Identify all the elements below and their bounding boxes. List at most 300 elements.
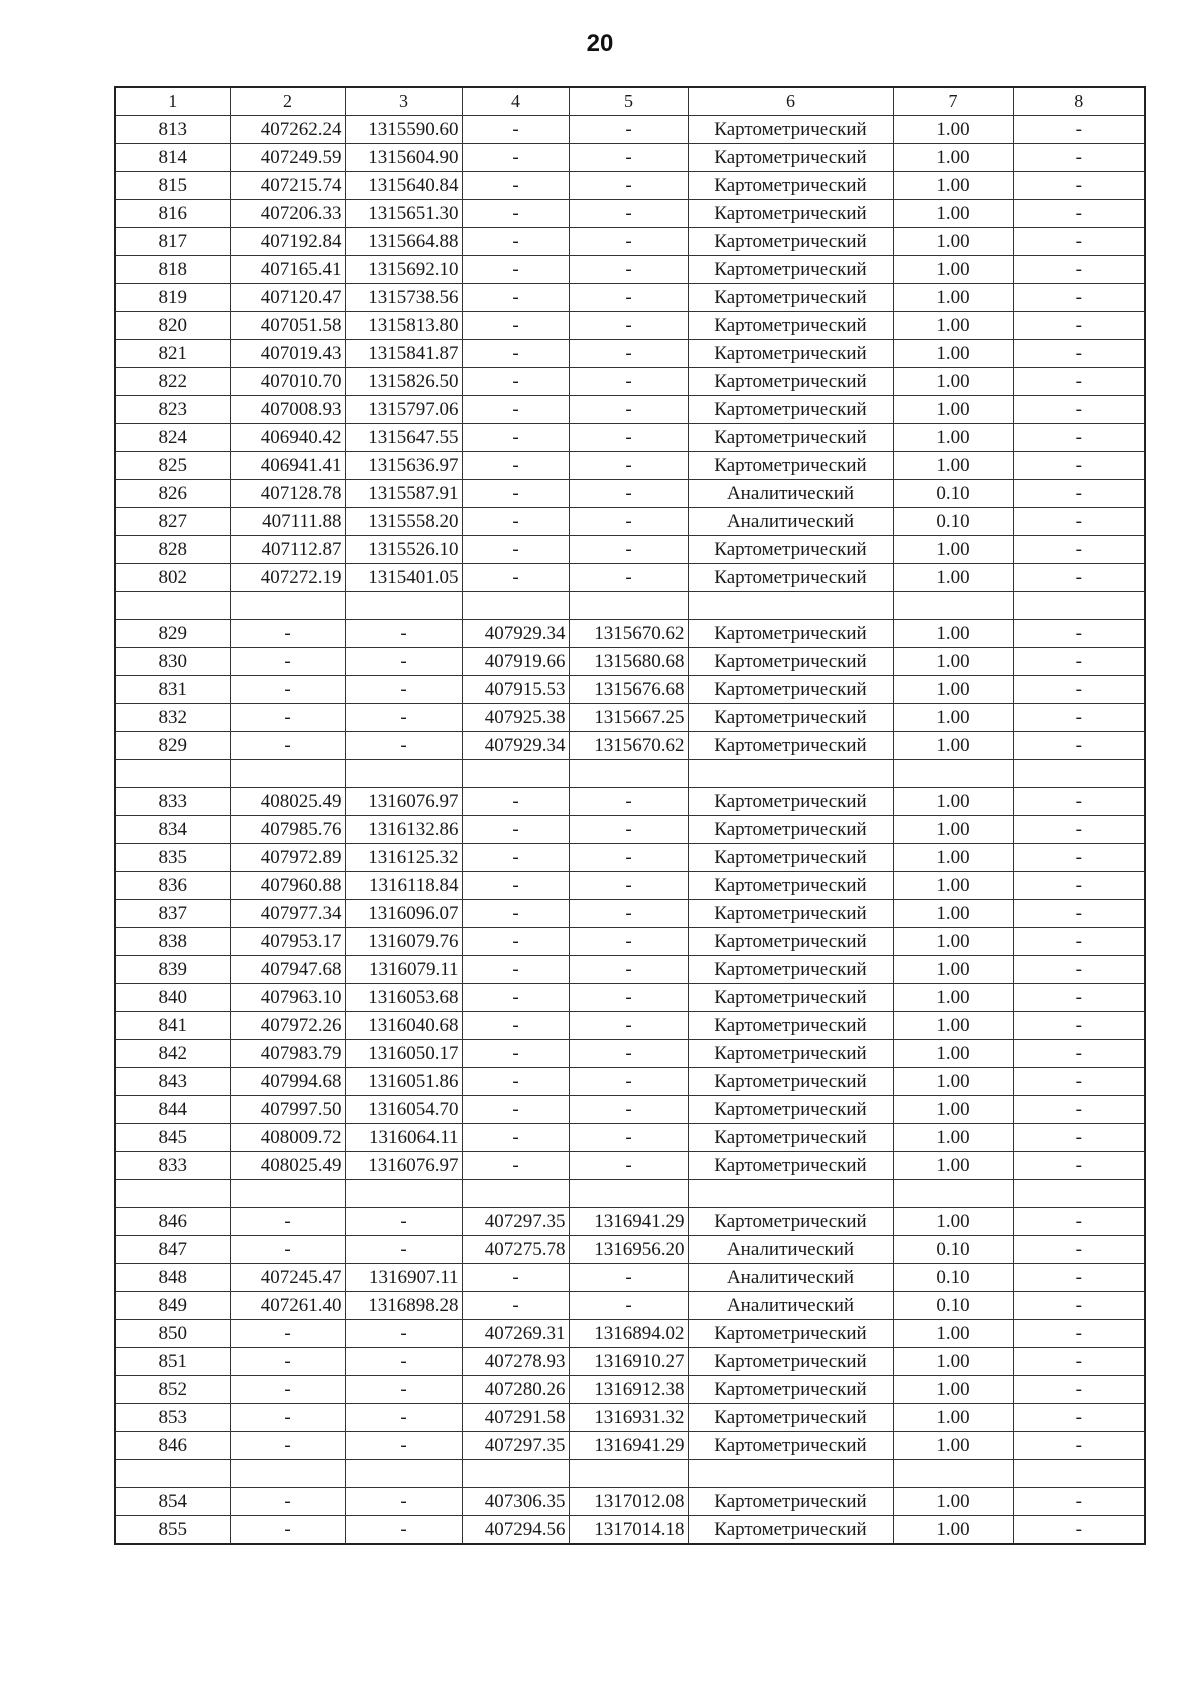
cell-note: - [1013,620,1145,648]
cell-method: Картометрический [688,1488,893,1516]
cell-accuracy: 1.00 [893,1320,1013,1348]
cell-y-new: - [569,1068,688,1096]
cell-point-number: 845 [115,1124,230,1152]
cell-x-new: - [462,396,569,424]
table-row [115,1236,1145,1264]
cell-x-existing: 407112.87 [230,536,345,564]
cell-point-number: 829 [115,732,230,760]
table-row [115,704,1145,732]
cell-method: Картометрический [688,1208,893,1236]
cell-note: - [1013,1516,1145,1545]
table-row [115,536,1145,564]
table-row [115,788,1145,816]
cell-y-new: - [569,872,688,900]
cell-note: - [1013,1208,1145,1236]
cell-y-new: 1316941.29 [569,1432,688,1460]
cell-y-existing: 1315558.20 [345,508,462,536]
column-header: 6 [688,87,893,116]
cell-y-new: - [569,312,688,340]
table-row [115,1348,1145,1376]
cell-method: Картометрический [688,1068,893,1096]
table-row [115,1264,1145,1292]
cell-note: - [1013,1236,1145,1264]
table-row [115,1124,1145,1152]
cell-point-number: 816 [115,200,230,228]
cell-point-number: 833 [115,788,230,816]
cell-point-number: 825 [115,452,230,480]
cell-x-new: 407294.56 [462,1516,569,1545]
cell-y-existing: 1315797.06 [345,396,462,424]
cell-point-number: 849 [115,1292,230,1320]
cell-y-new: - [569,956,688,984]
cell-point-number: 814 [115,144,230,172]
cell-y-new: - [569,928,688,956]
cell-method: Картометрический [688,200,893,228]
cell-y-existing: 1315651.30 [345,200,462,228]
cell-method: Аналитический [688,1264,893,1292]
cell-y-new: 1315680.68 [569,648,688,676]
cell-y-existing: - [345,676,462,704]
cell-method: Картометрический [688,816,893,844]
cell-y-new: 1315676.68 [569,676,688,704]
cell-method [688,1180,893,1208]
cell-x-existing: - [230,1320,345,1348]
cell-x-existing: 407008.93 [230,396,345,424]
cell-method: Картометрический [688,172,893,200]
cell-method: Картометрический [688,984,893,1012]
cell-note: - [1013,928,1145,956]
cell-point-number: 836 [115,872,230,900]
cell-accuracy: 1.00 [893,1096,1013,1124]
cell-note: - [1013,116,1145,144]
cell-y-new: - [569,368,688,396]
cell-x-new: - [462,984,569,1012]
cell-method: Картометрический [688,676,893,704]
cell-accuracy [893,1180,1013,1208]
cell-x-new: - [462,200,569,228]
cell-method: Аналитический [688,1236,893,1264]
cell-accuracy: 0.10 [893,480,1013,508]
cell-x-new: - [462,452,569,480]
cell-method: Картометрический [688,452,893,480]
cell-method: Картометрический [688,340,893,368]
cell-y-existing: 1315590.60 [345,116,462,144]
cell-accuracy: 1.00 [893,1124,1013,1152]
cell-accuracy: 1.00 [893,1516,1013,1545]
cell-note: - [1013,704,1145,732]
cell-y-new [569,1180,688,1208]
cell-point-number: 846 [115,1432,230,1460]
column-header: 7 [893,87,1013,116]
cell-y-new: - [569,340,688,368]
cell-note [1013,1180,1145,1208]
table-row [115,228,1145,256]
separator-row [115,592,1145,620]
cell-note: - [1013,312,1145,340]
table-row [115,340,1145,368]
cell-y-new: - [569,424,688,452]
cell-method [688,1460,893,1488]
cell-accuracy: 1.00 [893,872,1013,900]
cell-point-number: 833 [115,1152,230,1180]
cell-x-existing: 407960.88 [230,872,345,900]
cell-accuracy: 1.00 [893,732,1013,760]
cell-note: - [1013,564,1145,592]
cell-note [1013,760,1145,788]
cell-x-existing: - [230,1376,345,1404]
cell-y-existing [345,1180,462,1208]
cell-method: Аналитический [688,1292,893,1320]
cell-accuracy: 1.00 [893,620,1013,648]
cell-note: - [1013,536,1145,564]
cell-y-existing: - [345,1516,462,1545]
cell-point-number: 821 [115,340,230,368]
cell-method: Картометрический [688,564,893,592]
cell-x-existing: 408025.49 [230,1152,345,1180]
cell-x-existing: - [230,648,345,676]
cell-point-number: 817 [115,228,230,256]
cell-note: - [1013,676,1145,704]
cell-method: Картометрический [688,1516,893,1545]
table-row [115,648,1145,676]
cell-point-number: 802 [115,564,230,592]
cell-point-number: 826 [115,480,230,508]
cell-point-number: 832 [115,704,230,732]
table-row [115,900,1145,928]
cell-y-new: - [569,984,688,1012]
cell-note [1013,592,1145,620]
cell-y-new: 1316941.29 [569,1208,688,1236]
cell-x-new: - [462,368,569,396]
cell-note: - [1013,1040,1145,1068]
cell-accuracy: 1.00 [893,564,1013,592]
cell-y-existing: - [345,732,462,760]
cell-point-number: 837 [115,900,230,928]
cell-x-new: - [462,1264,569,1292]
cell-x-existing [230,1180,345,1208]
cell-y-existing: 1316040.68 [345,1012,462,1040]
cell-accuracy: 1.00 [893,928,1013,956]
cell-x-existing: 407111.88 [230,508,345,536]
cell-method [688,760,893,788]
cell-y-new: - [569,816,688,844]
table-row [115,144,1145,172]
cell-method: Картометрический [688,900,893,928]
cell-accuracy: 1.00 [893,676,1013,704]
header-row [115,87,1145,116]
table-row [115,1516,1145,1545]
cell-method: Картометрический [688,1012,893,1040]
cell-method: Картометрический [688,1404,893,1432]
cell-point-number: 851 [115,1348,230,1376]
table-row [115,200,1145,228]
cell-y-new: 1316931.32 [569,1404,688,1432]
cell-x-new: 407306.35 [462,1488,569,1516]
cell-accuracy [893,1460,1013,1488]
cell-x-existing: 407953.17 [230,928,345,956]
cell-x-new: 407919.66 [462,648,569,676]
cell-accuracy: 1.00 [893,116,1013,144]
cell-note: - [1013,1264,1145,1292]
cell-method: Картометрический [688,312,893,340]
table-row [115,1208,1145,1236]
cell-y-existing: - [345,1432,462,1460]
coordinates-table [114,86,1146,1545]
cell-note: - [1013,1096,1145,1124]
cell-y-existing: 1316118.84 [345,872,462,900]
cell-x-new: 407915.53 [462,676,569,704]
cell-point-number: 830 [115,648,230,676]
cell-point-number: 853 [115,1404,230,1432]
cell-note: - [1013,1432,1145,1460]
cell-y-existing: - [345,1488,462,1516]
cell-accuracy: 1.00 [893,816,1013,844]
table-row [115,1320,1145,1348]
cell-y-new: - [569,452,688,480]
cell-x-existing: 407165.41 [230,256,345,284]
cell-point-number: 855 [115,1516,230,1545]
cell-y-new: - [569,172,688,200]
cell-x-new: - [462,256,569,284]
cell-accuracy: 1.00 [893,1040,1013,1068]
cell-y-new: - [569,144,688,172]
table-row [115,1488,1145,1516]
cell-accuracy: 0.10 [893,1236,1013,1264]
cell-note: - [1013,340,1145,368]
table-row [115,480,1145,508]
cell-x-new: - [462,284,569,312]
cell-point-number: 841 [115,1012,230,1040]
cell-accuracy: 1.00 [893,228,1013,256]
cell-x-new: - [462,1152,569,1180]
cell-y-existing: 1316054.70 [345,1096,462,1124]
cell-x-new: 407280.26 [462,1376,569,1404]
cell-accuracy: 1.00 [893,172,1013,200]
cell-y-existing: 1316076.97 [345,788,462,816]
cell-x-existing: 407977.34 [230,900,345,928]
cell-accuracy: 1.00 [893,1208,1013,1236]
cell-note: - [1013,480,1145,508]
cell-method: Картометрический [688,1348,893,1376]
cell-note: - [1013,900,1145,928]
cell-point-number: 815 [115,172,230,200]
cell-x-existing: 407206.33 [230,200,345,228]
column-header: 1 [115,87,230,116]
cell-x-existing: - [230,732,345,760]
cell-y-existing: 1315636.97 [345,452,462,480]
table-row [115,1292,1145,1320]
cell-method: Картометрический [688,1376,893,1404]
cell-x-new: 407925.38 [462,704,569,732]
cell-accuracy: 0.10 [893,1264,1013,1292]
cell-y-new: - [569,508,688,536]
cell-note: - [1013,1488,1145,1516]
cell-method: Картометрический [688,844,893,872]
cell-x-new: - [462,872,569,900]
cell-method: Картометрический [688,116,893,144]
cell-accuracy: 1.00 [893,340,1013,368]
cell-x-new: - [462,1068,569,1096]
cell-note: - [1013,200,1145,228]
cell-y-existing: 1315826.50 [345,368,462,396]
cell-note: - [1013,452,1145,480]
cell-y-existing: 1315841.87 [345,340,462,368]
cell-y-existing: 1316051.86 [345,1068,462,1096]
table-row [115,620,1145,648]
cell-x-existing: 408009.72 [230,1124,345,1152]
cell-y-new: 1317012.08 [569,1488,688,1516]
cell-y-existing: 1316907.11 [345,1264,462,1292]
cell-method: Аналитический [688,508,893,536]
cell-y-existing: - [345,1208,462,1236]
cell-y-existing: 1315604.90 [345,144,462,172]
cell-method: Картометрический [688,1432,893,1460]
cell-x-existing: 407128.78 [230,480,345,508]
cell-y-new: 1316912.38 [569,1376,688,1404]
cell-y-existing: 1315813.80 [345,312,462,340]
cell-method: Картометрический [688,1320,893,1348]
cell-x-existing: - [230,620,345,648]
cell-method: Картометрический [688,928,893,956]
cell-point-number [115,592,230,620]
cell-method: Картометрический [688,228,893,256]
cell-x-new [462,1460,569,1488]
cell-y-existing: 1316079.76 [345,928,462,956]
cell-y-existing: 1315401.05 [345,564,462,592]
cell-method: Картометрический [688,256,893,284]
cell-accuracy: 1.00 [893,1404,1013,1432]
cell-point-number: 823 [115,396,230,424]
cell-y-existing: 1316079.11 [345,956,462,984]
cell-note: - [1013,984,1145,1012]
cell-y-existing: 1316064.11 [345,1124,462,1152]
cell-x-new: 407297.35 [462,1208,569,1236]
cell-note: - [1013,228,1145,256]
cell-y-new: - [569,788,688,816]
cell-x-existing: - [230,1432,345,1460]
cell-note: - [1013,732,1145,760]
cell-y-new: - [569,564,688,592]
table-row [115,284,1145,312]
cell-accuracy: 1.00 [893,1348,1013,1376]
cell-accuracy: 0.10 [893,1292,1013,1320]
cell-point-number: 843 [115,1068,230,1096]
cell-accuracy: 1.00 [893,536,1013,564]
cell-method: Картометрический [688,872,893,900]
table-row [115,452,1145,480]
cell-method: Картометрический [688,1124,893,1152]
cell-note: - [1013,648,1145,676]
cell-accuracy: 1.00 [893,1376,1013,1404]
cell-x-existing: 407120.47 [230,284,345,312]
cell-note: - [1013,1152,1145,1180]
table-row [115,508,1145,536]
cell-x-existing [230,760,345,788]
cell-y-existing: 1316053.68 [345,984,462,1012]
cell-y-new: - [569,1152,688,1180]
cell-x-existing: 407972.89 [230,844,345,872]
cell-y-new: - [569,284,688,312]
table-row [115,396,1145,424]
cell-y-existing: - [345,1376,462,1404]
cell-x-new: - [462,340,569,368]
cell-x-new: - [462,508,569,536]
cell-x-new: - [462,116,569,144]
cell-accuracy: 0.10 [893,508,1013,536]
cell-note: - [1013,1376,1145,1404]
cell-accuracy: 1.00 [893,788,1013,816]
table-row [115,424,1145,452]
cell-x-new: - [462,956,569,984]
cell-note: - [1013,1404,1145,1432]
cell-accuracy: 1.00 [893,1488,1013,1516]
table-row [115,1012,1145,1040]
table-row [115,1152,1145,1180]
cell-x-existing: 407019.43 [230,340,345,368]
cell-note: - [1013,508,1145,536]
cell-point-number: 835 [115,844,230,872]
cell-point-number: 819 [115,284,230,312]
cell-y-existing: 1316125.32 [345,844,462,872]
cell-x-existing: 407051.58 [230,312,345,340]
cell-note [1013,1460,1145,1488]
cell-y-new [569,592,688,620]
cell-y-existing: 1316076.97 [345,1152,462,1180]
cell-note: - [1013,816,1145,844]
cell-x-existing: 407249.59 [230,144,345,172]
cell-method: Картометрический [688,284,893,312]
cell-x-existing: - [230,1404,345,1432]
cell-y-existing: 1315692.10 [345,256,462,284]
cell-method: Картометрический [688,536,893,564]
cell-accuracy: 1.00 [893,984,1013,1012]
table-row [115,312,1145,340]
cell-x-new [462,592,569,620]
cell-x-existing [230,1460,345,1488]
cell-y-new: 1315667.25 [569,704,688,732]
cell-accuracy [893,760,1013,788]
cell-y-existing: 1316050.17 [345,1040,462,1068]
cell-point-number: 829 [115,620,230,648]
cell-note: - [1013,1068,1145,1096]
cell-y-new: - [569,536,688,564]
cell-y-existing: 1315664.88 [345,228,462,256]
cell-accuracy: 1.00 [893,312,1013,340]
table-row [115,956,1145,984]
cell-x-new [462,760,569,788]
cell-note: - [1013,396,1145,424]
cell-point-number [115,1180,230,1208]
cell-x-new: - [462,1040,569,1068]
table-row [115,844,1145,872]
cell-accuracy: 1.00 [893,648,1013,676]
cell-x-existing: 407994.68 [230,1068,345,1096]
table-row [115,984,1145,1012]
cell-accuracy [893,592,1013,620]
cell-x-new: 407278.93 [462,1348,569,1376]
cell-y-new: - [569,1040,688,1068]
table-row [115,1068,1145,1096]
cell-y-new: 1316910.27 [569,1348,688,1376]
cell-accuracy: 1.00 [893,368,1013,396]
cell-y-existing: 1316132.86 [345,816,462,844]
cell-x-new: - [462,424,569,452]
cell-method: Картометрический [688,732,893,760]
cell-y-new: 1315670.62 [569,620,688,648]
cell-accuracy: 1.00 [893,1068,1013,1096]
cell-method: Картометрический [688,788,893,816]
table-row [115,564,1145,592]
